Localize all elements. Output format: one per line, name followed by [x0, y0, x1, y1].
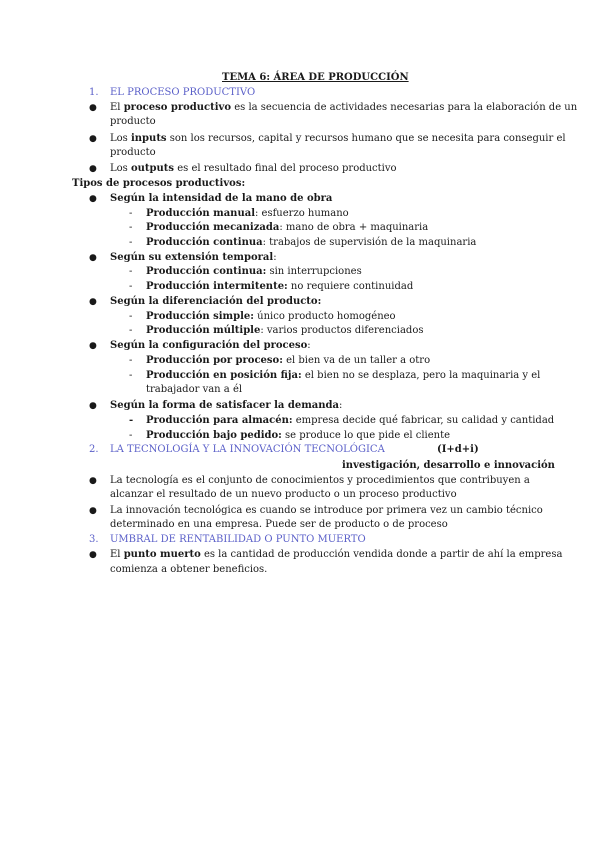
criterion-label: Según la diferenciación del producto:: [110, 296, 322, 307]
list-item-continuation: trabajador van a él: [146, 384, 243, 395]
acronym-expansion: investigación, desarrollo e innovación: [342, 460, 555, 471]
list-item-continuation: comienza a obtener beneficios.: [110, 564, 268, 575]
criterion-label: Según su extensión temporal:: [110, 252, 277, 263]
bullet-icon: ●: [89, 164, 97, 174]
list-item-continuation: determinado en una empresa. Puede ser de producto o de proceso: [110, 519, 448, 530]
acronym: (I+d+i): [437, 444, 479, 455]
dash-icon: -: [129, 281, 133, 292]
page-title: TEMA 6: ÁREA DE PRODUCCIÓN: [222, 72, 409, 83]
list-item: Producción mecanizada: mano de obra + maquinaria: [146, 222, 429, 233]
list-item: La innovación tecnológica es cuando se introduce por primera vez un cambio técnico: [110, 505, 543, 516]
list-item: Producción manual: esfuerzo humano: [146, 208, 349, 219]
dash-icon: -: [129, 355, 133, 366]
list-item: El proceso productivo es la secuencia de actividades necesarias para la elaboración de un: [110, 102, 578, 113]
dash-icon: -: [129, 208, 133, 219]
bullet-icon: ●: [89, 506, 97, 516]
list-item: Producción simple: único producto homogéneo: [146, 311, 396, 322]
bullet-icon: ●: [89, 103, 97, 113]
types-heading: Tipos de procesos productivos:: [72, 178, 246, 189]
list-item-continuation: producto: [110, 147, 156, 158]
section-1-heading: EL PROCESO PRODUCTIVO: [110, 87, 256, 98]
dash-icon: -: [129, 430, 133, 441]
section-2-number: 2.: [89, 444, 99, 455]
list-item: Los outputs es el resultado final del proceso productivo: [110, 163, 397, 174]
list-item: Producción múltiple: varios productos diferenciados: [146, 325, 424, 336]
bullet-icon: ●: [89, 476, 97, 486]
list-item-continuation: alcanzar el resultado de un nuevo producto o un proceso productivo: [110, 489, 457, 500]
dash-icon: -: [129, 370, 133, 381]
dash-icon: -: [129, 415, 134, 426]
section-3-number: 3.: [89, 534, 99, 545]
list-item: Producción en posición fija: el bien no se desplaza, pero la maquinaria y el: [146, 370, 541, 381]
list-item: Los inputs son los recursos, capital y recursos humano que se necesita para conseguir el: [110, 133, 566, 144]
bullet-icon: ●: [89, 401, 97, 411]
bullet-icon: ●: [89, 341, 97, 351]
criterion-label: Según la forma de satisfacer la demanda:: [110, 400, 343, 411]
dash-icon: -: [129, 266, 133, 277]
section-3-heading: UMBRAL DE RENTABILIDAD O PUNTO MUERTO: [110, 534, 366, 545]
list-item: Producción para almacén: empresa decide qué fabricar, su calidad y cantidad: [146, 415, 555, 426]
section-1-number: 1.: [89, 87, 99, 98]
list-item: Producción continua: sin interrupciones: [146, 266, 362, 277]
bullet-icon: ●: [89, 297, 97, 307]
bullet-icon: ●: [89, 194, 97, 204]
list-item-continuation: producto: [110, 116, 156, 127]
bullet-icon: ●: [89, 253, 97, 263]
dash-icon: -: [129, 311, 133, 322]
dash-icon: -: [129, 222, 133, 233]
list-item: El punto muerto es la cantidad de producción vendida donde a partir de ahí la empresa: [110, 549, 563, 560]
dash-icon: -: [129, 325, 133, 336]
bullet-icon: ●: [89, 134, 97, 144]
list-item: Producción bajo pedido: se produce lo que pide el cliente: [146, 430, 451, 441]
list-item: Producción continua: trabajos de supervisión de la maquinaria: [146, 237, 477, 248]
bullet-icon: ●: [89, 550, 97, 560]
criterion-label: Según la intensidad de la mano de obra: [110, 193, 333, 204]
dash-icon: -: [129, 237, 133, 248]
section-2-heading: LA TECNOLOGÍA Y LA INNOVACIÓN TECNOLÓGICA: [110, 444, 385, 455]
criterion-label: Según la configuración del proceso:: [110, 340, 311, 351]
list-item: Producción intermitente: no requiere continuidad: [146, 281, 414, 292]
list-item: Producción por proceso: el bien va de un taller a otro: [146, 355, 431, 366]
list-item: La tecnología es el conjunto de conocimientos y procedimientos que contribuyen a: [110, 475, 530, 486]
